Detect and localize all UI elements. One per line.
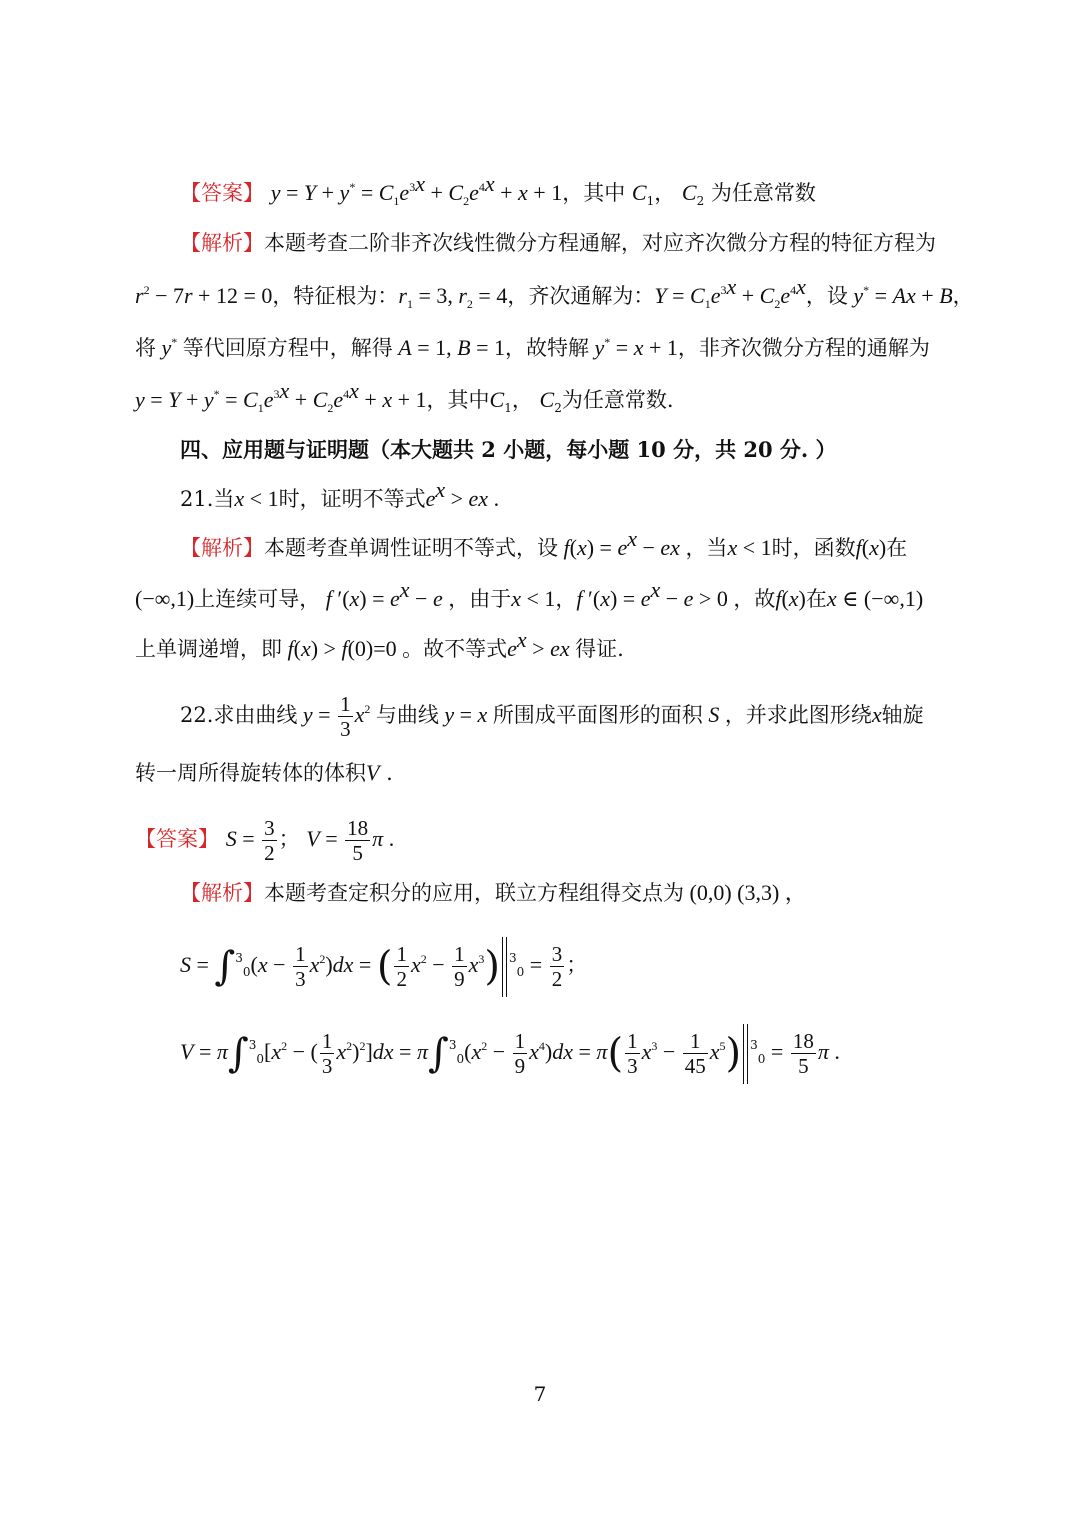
area-formula: S = ∫$^3_0$(x − $\frac{1}{3}$ $x^2)dx$ = ( $\frac{1}{2}$ $x^2$ − $\frac{1}{9}$ $x^3$) $^3_0$ = $\frac{3}{2}$ ； bbox=[180, 935, 587, 997]
q22-answer: 【答案】 S = $\frac{3}{2}$ ； V = $\frac{18}{5}$ π . bbox=[135, 816, 395, 865]
q21-analysis-line1: 【解析】本题考查单调性证明不等式，设 $f(x) = e^x$ − ex ，当x < 1时，函数f(x)在 bbox=[180, 526, 908, 560]
q21-analysis-line3: 上单调递增，即 f(x) > f(0)=0 。故不等式$e^x$ > ex 得证. bbox=[135, 627, 624, 661]
analysis-tag: 【解析】 bbox=[180, 881, 264, 905]
answer-tag: 【答案】 bbox=[180, 181, 264, 205]
page-number: 7 bbox=[533, 1382, 547, 1406]
q20-analysis-line3: 将 y* 等代回原方程中，解得 A = 1, B = 1，故特解 y* = x + 1，非齐次微分方程的通解为 bbox=[135, 335, 930, 360]
analysis-tag: 【解析】 bbox=[180, 231, 264, 255]
q21-analysis-line2: (−∞,1)上连续可导， f $'(x) = e^x - e$ ，由于x < 1，f $'(x) = e^x - e > 0$ ，故f(x)在x ∈ (−∞,1) bbox=[135, 577, 924, 611]
volume-formula: $V = \pi\int^3_0[x^2$ − ( $\frac{1}{3}$ $x^2)^2]dx = \pi\int^3_0(x^2$ − $\frac{1}{9}$ $x^4)dx = \pi$( $\frac{1}{3}$ $x^3$ − $\frac{1}{45}$ $x^5$) $^3_0$ = $\frac{18}{5}$ π . bbox=[180, 1022, 840, 1084]
q22-stem-line1: 22.求由曲线 y = $\frac{1}{3}$ $x^2$ 与曲线 y = x 所围成平面图形的面积 S ，并求此图形绕x轴旋 bbox=[180, 692, 924, 741]
answer-tag: 【答案】 bbox=[135, 827, 219, 851]
q22-stem-line2: 转一周所得旋转体的体积V . bbox=[135, 760, 393, 785]
q20-answer-line: 【答案】 $y = Y + y^* = C_1e^{3x} + C_2e^{4x} + x + 1$，其中 $C_1$， $C_2$ 为任意常数 bbox=[180, 171, 816, 208]
analysis-tag: 【解析】 bbox=[180, 536, 264, 560]
q20-analysis-line2: $r^2 - 7r + 12 = 0$，特征根为：$r_1 = 3$, $r_2 = 4$，齐次通解为：$Y = C_1e^{3x} + C_2e^{4x}$，设 y* = Ax + B， bbox=[135, 274, 974, 311]
q20-analysis-line1: 【解析】本题考查二阶非齐次线性微分方程通解，对应齐次微分方程的特征方程为 bbox=[180, 231, 936, 255]
section-heading: 四、应用题与证明题（本大题共 2 小题，每小题 10 分，共 20 分. ） bbox=[180, 437, 837, 462]
q20-analysis-line4: $y = Y + y^* = C_1e^{3x} + C_2e^{4x} + x + 1$，其中$C_1$， $C_2$为任意常数. bbox=[135, 378, 674, 415]
q20-answer-formula: $y = Y + y^* = C_1e^{3x} + C_2e^{4x} + x + 1$ bbox=[270, 171, 563, 208]
q22-analysis-line1: 【解析】本题考查定积分的应用，联立方程组得交点为 (0,0) (3,3) ， bbox=[180, 880, 807, 905]
q21-stem: 21.当x < 1时，证明不等式$e^x$ > ex . bbox=[180, 477, 500, 511]
